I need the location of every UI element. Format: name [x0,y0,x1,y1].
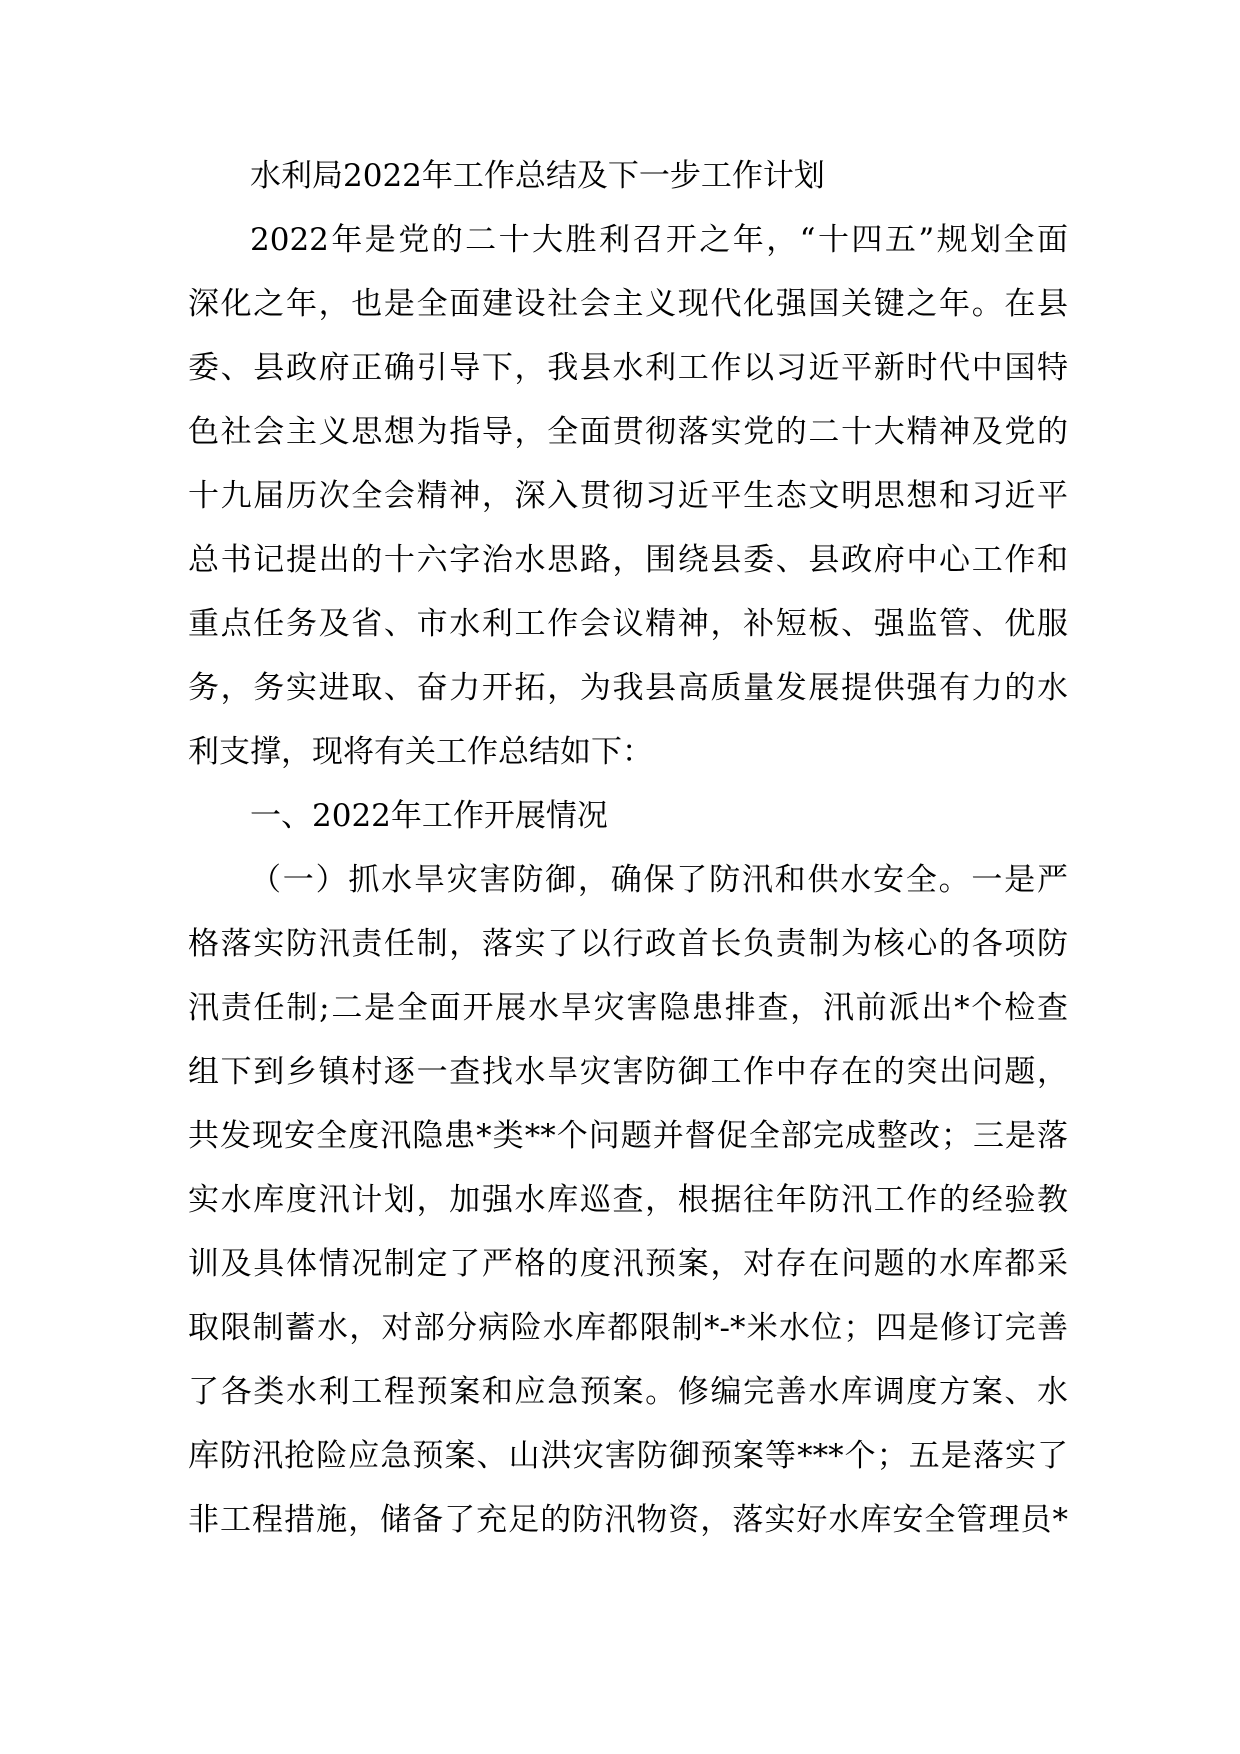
paragraph-line: 了各类水利工程预案和应急预案。修编完善水库调度方案、水 [188,1374,1068,1410]
paragraph-line: 深化之年，也是全面建设社会主义现代化强国关键之年。在县 [188,286,1068,322]
paragraph-line: 委、县政府正确引导下，我县水利工作以习近平新时代中国特 [188,350,1068,386]
paragraph-line: 格落实防汛责任制，落实了以行政首长负责制为核心的各项防 [188,926,1068,962]
paragraph-line: 务，务实进取、奋力开拓，为我县高质量发展提供强有力的水 [188,670,1068,706]
paragraph-line: 总书记提出的十六字治水思路，围绕县委、县政府中心工作和 [188,542,1068,578]
section-heading: 一、2022年工作开展情况 [250,798,608,834]
paragraph-line: 重点任务及省、市水利工作会议精神，补短板、强监管、优服 [188,606,1068,642]
paragraph-line: 色社会主义思想为指导，全面贯彻落实党的二十大精神及党的 [188,414,1068,450]
paragraph-line: 共发现安全度汛隐患*类**个问题并督促全部完成整改；三是落 [188,1118,1068,1154]
paragraph-line: 取限制蓄水，对部分病险水库都限制*-*米水位；四是修订完善 [188,1310,1068,1346]
paragraph-line: 汛责任制;二是全面开展水旱灾害隐患排查，汛前派出*个检查 [188,990,1068,1026]
paragraph-line: 十九届历次全会精神，深入贯彻习近平生态文明思想和习近平 [188,478,1068,514]
paragraph-line: 非工程措施，储备了充足的防汛物资，落实好水库安全管理员* [188,1502,1068,1538]
paragraph-line: 利支撑，现将有关工作总结如下： [188,734,653,770]
paragraph-line: 训及具体情况制定了严格的度汛预案，对存在问题的水库都采 [188,1246,1068,1282]
paragraph-line: 实水库度汛计划，加强水库巡查，根据往年防汛工作的经验教 [188,1182,1068,1218]
paragraph-line: （一）抓水旱灾害防御，确保了防汛和供水安全。一是严 [250,862,1068,898]
paragraph-line: 库防汛抢险应急预案、山洪灾害防御预案等***个；五是落实了 [188,1438,1068,1474]
paragraph-line: 组下到乡镇村逐一查找水旱灾害防御工作中存在的突出问题， [188,1054,1068,1090]
paragraph-line: 2022年是党的二十大胜利召开之年，“十四五”规划全面 [250,222,1068,258]
document-title: 水利局2022年工作总结及下一步工作计划 [250,158,825,194]
